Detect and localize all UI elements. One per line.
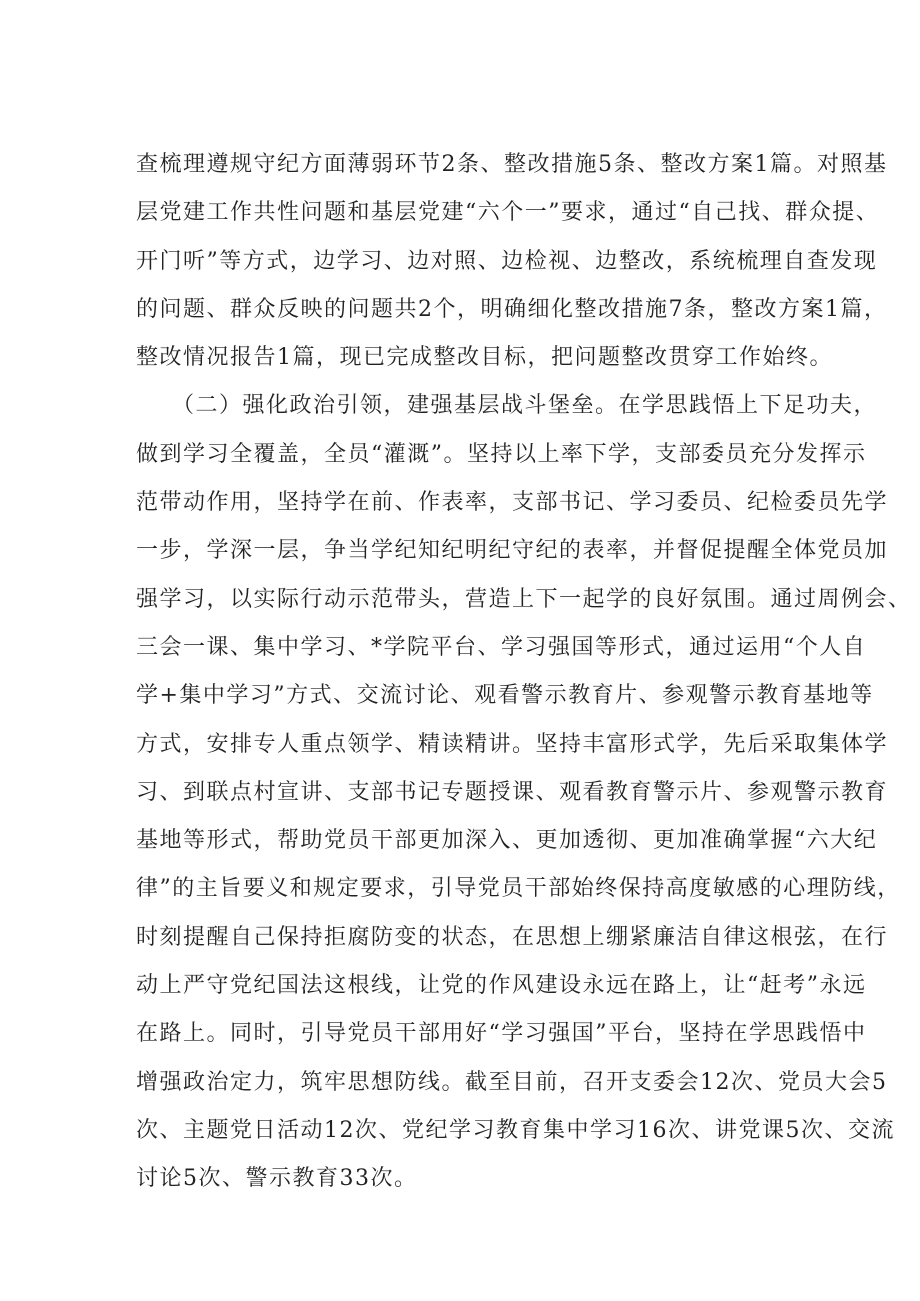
text-line: 整改情况报告1篇，现已完成整改目标，把问题整改贯穿工作始终。 [136,345,833,371]
text-line: 动上严守党纪国法这根线，让党的作风建设永远在路上，让“赶考”永远 [136,973,867,999]
text-line: 范带动作用，坚持学在前、作表率，支部书记、学习委员、纪检委员先学 [136,490,889,516]
text-line: 开门听”等方式，边学习、边对照、边检视、边整改，系统梳理自查发现 [136,248,878,274]
text-line: 一步，学深一层，争当学纪知纪明纪守纪的表率，并督促提醒全体党员加 [136,538,889,564]
text-line: 律”的主旨要义和规定要求，引导党员干部始终保持高度敏感的心理防线， [136,876,901,902]
text-line: 强学习，以实际行动示范带头，营造上下一起学的良好氛围。通过周例会、 [136,586,912,612]
text-line: 的问题、群众反映的问题共2个，明确细化整改措施7条，整改方案1篇， [136,296,888,322]
text-line: 次、主题党日活动12次、党纪学习教育集中学习16次、讲党课5次、交流 [136,1117,895,1143]
text-line: 基地等形式，帮助党员干部更加深入、更加透彻、更加准确掌握“六大纪 [136,828,878,854]
text-line: 做到学习全覆盖，全员“灌溉”。坚持以上率下学，支部委员充分发挥示 [136,441,867,467]
section-heading-line: （二）强化政治引领，建强基层战斗堡垒。在学思践悟上下足功夫， [172,393,878,419]
text-line: 学+集中学习”方式、交流讨论、观看警示教育片、参观警示教育基地等 [136,683,874,709]
text-line: 讨论5次、警示教育33次。 [136,1166,418,1192]
text-line: 增强政治定力，筑牢思想防线。截至目前，召开支委会12次、党员大会5 [136,1069,888,1095]
text-line: 查梳理遵规守纪方面薄弱环节2条、整改措施5条、整改方案1篇。对照基 [136,152,888,177]
text-line: 习、到联点村宣讲、支部书记专题授课、观看教育警示片、参观警示教育 [136,779,889,805]
text-line: 三会一课、集中学习、*学院平台、学习强国等形式，通过运用“个人自 [136,634,867,660]
text-line: 层党建工作共性问题和基层党建“六个一”要求，通过“自己找、群众提、 [136,200,880,226]
text-line: 在路上。同时，引导党员干部用好“学习强国”平台，坚持在学思践悟中 [136,1021,867,1047]
text-line: 时刻提醒自己保持拒腐防变的状态，在思想上绷紧廉洁自律这根弦，在行 [136,924,889,950]
document-body [136,141,912,1204]
text-line: 方式，安排专人重点领学、精读精讲。坚持丰富形式学，先后采取集体学 [136,731,889,757]
